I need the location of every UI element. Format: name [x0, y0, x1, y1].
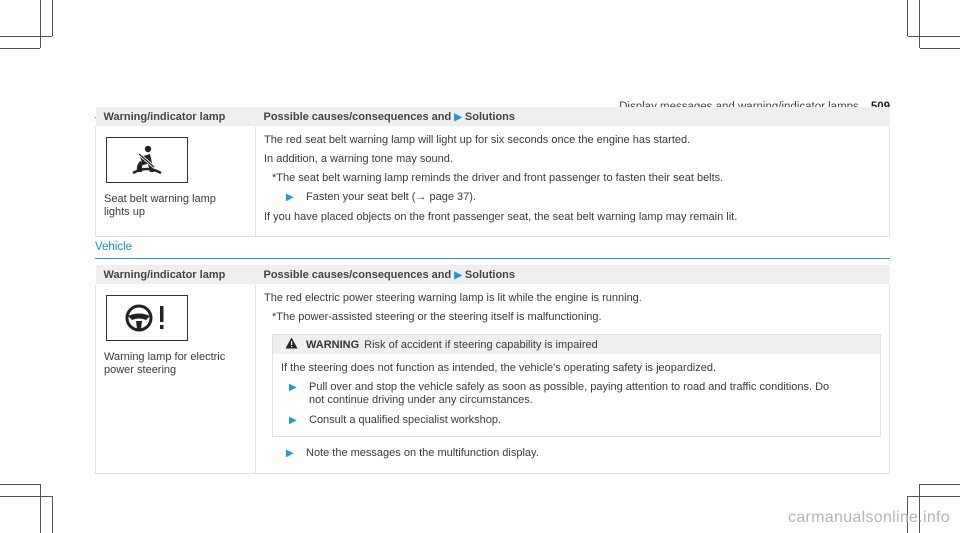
crop-mark — [40, 0, 41, 48]
step-item: ▶ Pull over and stop the vehicle safely as soon as possible, paying attention to road and traffic conditions. Do not continue driving under any circumstances. — [289, 381, 830, 406]
crop-mark — [52, 496, 53, 533]
crop-mark — [52, 0, 53, 36]
text-line: *The power-assisted steering or the steering itself is malfunctioning. — [272, 311, 602, 323]
lamp-label: Seat belt warning lamp lights up — [104, 193, 216, 218]
lamp-label: Warning lamp for electric power steering — [104, 351, 226, 376]
col-header-lamp: Warning/indicator lamp — [96, 107, 256, 127]
crop-mark — [920, 48, 960, 49]
play-arrow-icon: ▶ — [289, 415, 297, 426]
crop-mark — [919, 0, 920, 48]
crop-mark — [0, 484, 40, 485]
warning-label: WARNING — [306, 338, 360, 351]
power-steering-table — [95, 265, 890, 474]
lamp-cell — [96, 127, 256, 237]
section-title: Vehicle — [95, 241, 133, 253]
crop-mark — [907, 0, 908, 36]
play-arrow-icon: ▶ — [286, 448, 294, 459]
causes-cell — [256, 285, 890, 474]
seat-belt-table — [95, 107, 890, 237]
text-line: *The seat belt warning lamp reminds the driver and front passenger to fasten their seat belts. — [272, 172, 724, 184]
electric-power-steering-warning-icon — [106, 295, 188, 341]
warning-body — [273, 354, 880, 436]
crop-mark — [0, 496, 52, 497]
crop-mark — [0, 36, 52, 37]
play-arrow-icon: ▶ — [289, 382, 297, 393]
step-item: ▶ Consult a qualified specialist workshop. — [289, 414, 501, 426]
text-line: In addition, a warning tone may sound. — [264, 153, 453, 165]
play-arrow-icon: ▶ — [454, 269, 462, 281]
col-header-lamp: Warning/indicator lamp — [96, 265, 256, 285]
crop-mark — [908, 496, 960, 497]
lamp-cell — [96, 285, 256, 474]
crop-mark — [40, 484, 41, 533]
step-item: ▶ Fasten your seat belt (→ page 37). — [286, 191, 476, 203]
crop-mark — [908, 36, 960, 37]
text-line: The red seat belt warning lamp will light up for six seconds once the engine has started. — [264, 134, 691, 146]
text-line: The red electric power steering warning lamp is lit while the engine is running. — [264, 292, 642, 304]
crop-mark — [920, 484, 960, 485]
col-header-causes: Possible causes/consequences and ▶ Solutions — [256, 265, 890, 285]
warning-box — [272, 334, 881, 437]
warning-title: Risk of accident if steering capability is impaired — [364, 338, 598, 351]
step-item: ▶ Note the messages on the multifunction display. — [286, 447, 539, 459]
text-line: If you have placed objects on the front passenger seat, the seat belt warning lamp may remain lit. — [264, 211, 738, 223]
col-header-causes: Possible causes/consequences and ▶ Solutions — [256, 107, 890, 127]
watermark: carmanualsonline.info — [788, 509, 950, 526]
section-rule — [95, 258, 890, 259]
warning-header — [273, 335, 880, 354]
warning-triangle-icon — [285, 337, 298, 352]
crop-mark — [0, 48, 40, 49]
seat-belt-warning-icon — [106, 137, 188, 183]
play-arrow-icon: ▶ — [286, 192, 294, 203]
text-line: If the steering does not function as intended, the vehicle's operating safety is jeopardized. — [281, 362, 717, 374]
causes-cell — [256, 127, 890, 237]
play-arrow-icon: ▶ — [454, 111, 462, 123]
